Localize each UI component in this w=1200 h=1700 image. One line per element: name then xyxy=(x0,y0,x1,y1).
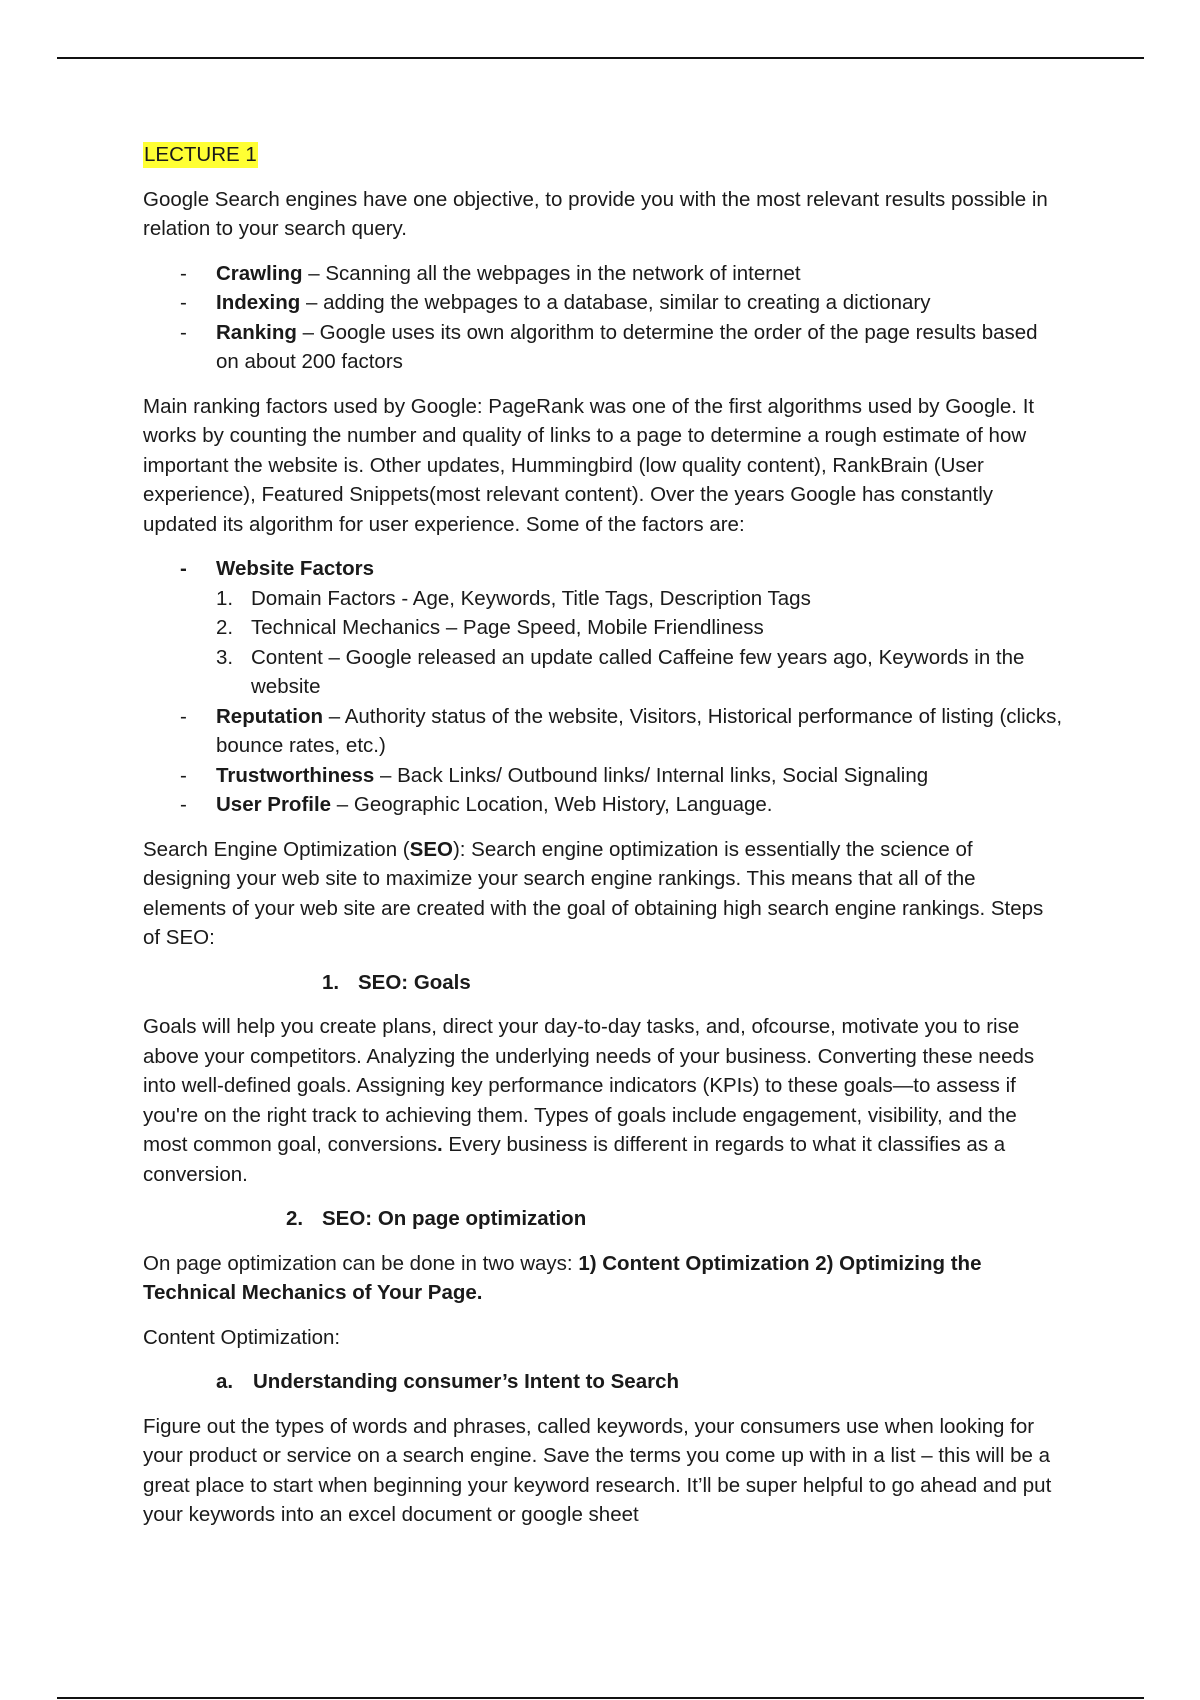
intent-paragraph: Figure out the types of words and phrases, called keywords, your consumers use when looking for your product or service on a search engine. Save the terms you come up with in a list – this will be a great place to start when beginning your keyword research. It’ll be super helpful to go ahead and put your keywords into an excel document or google sheet xyxy=(143,1414,1052,1526)
website-factors-sublist xyxy=(143,584,1063,702)
numbered-item: 3. Content – Google released an update called Caffeine few years ago, Keywords in the website xyxy=(216,645,1025,698)
onpage-paragraph: On page optimization can be done in two ways: 1) Content Optimization 2) Optimizing the Technical Mechanics of Your Page. xyxy=(143,1251,982,1304)
document-body xyxy=(143,140,1063,1545)
list-item: - Ranking – Google uses its own algorithm to determine the order of the page results based on about 200 factors xyxy=(180,320,1038,373)
intro-paragraph: Google Search engines have one objective, to provide you with the most relevant results possible in relation to your search query. xyxy=(143,187,1048,240)
list-item: - Website Factors xyxy=(180,557,374,580)
step-heading-onpage: 2. SEO: On page optimization xyxy=(286,1207,587,1230)
lecture-heading-text: LECTURE 1 xyxy=(144,143,257,166)
list-item: - Trustworthiness – Back Links/ Outbound links/ Internal links, Social Signaling xyxy=(180,763,929,787)
numbered-item: 1. Domain Factors - Age, Keywords, Title Tags, Description Tags xyxy=(216,586,811,610)
ranking-paragraph: Main ranking factors used by Google: PageRank was one of the first algorithms used by Google. It works by counting the number and quality of links to a page to determine a rough estimate of how important the website is. Other updates, Hummingbird (low quality content), RankBrain (User experience), Featured Snippets(most relevant content). Over the years Google has constantly updated its algorithm for user experience. Some of the factors are: xyxy=(143,394,1035,536)
factors-list xyxy=(143,554,1063,820)
list-item: - Indexing – adding the webpages to a database, similar to creating a dictionary xyxy=(180,291,931,314)
process-list xyxy=(143,259,1063,377)
seo-paragraph: Search Engine Optimization (SEO): Search engine optimization is essentially the science of designing your web site to maximize your search engine rankings. This means that all of the elements of your web site are created with the goal of obtaining high search engine rankings. Steps of SEO: xyxy=(143,837,1044,949)
bottom-rule xyxy=(57,1697,1144,1699)
step-heading-intent: a. Understanding consumer’s Intent to Search xyxy=(216,1370,680,1393)
numbered-item: 2. Technical Mechanics – Page Speed, Mobile Friendliness xyxy=(216,616,764,639)
list-item: - Reputation – Authority status of the website, Visitors, Historical performance of listing (clicks, bounce rates, etc.) xyxy=(180,704,1063,757)
content-optimization-label: Content Optimization: xyxy=(143,1325,341,1349)
lecture-heading xyxy=(143,140,1063,170)
goals-paragraph: Goals will help you create plans, direct your day-to-day tasks, and, ofcourse, motivate you to rise above your competitors. Analyzing the underlying needs of your business. Converting these needs into well-defined goals. Assigning key performance indicators (KPIs) to these goals—to assess if you're on the right track to achieving them. Types of goals include engagement, visibility, and the most common goal, conversions. Every business is different in regards to what it classifies as a conversion. xyxy=(143,1015,1035,1186)
list-item: - User Profile – Geographic Location, Web History, Language. xyxy=(180,793,773,816)
step-heading-goals: 1. SEO: Goals xyxy=(322,970,471,994)
website-factors-sublist-wrap xyxy=(143,584,1063,702)
top-rule xyxy=(57,57,1144,59)
list-item: - Crawling – Scanning all the webpages in the network of internet xyxy=(180,261,801,285)
